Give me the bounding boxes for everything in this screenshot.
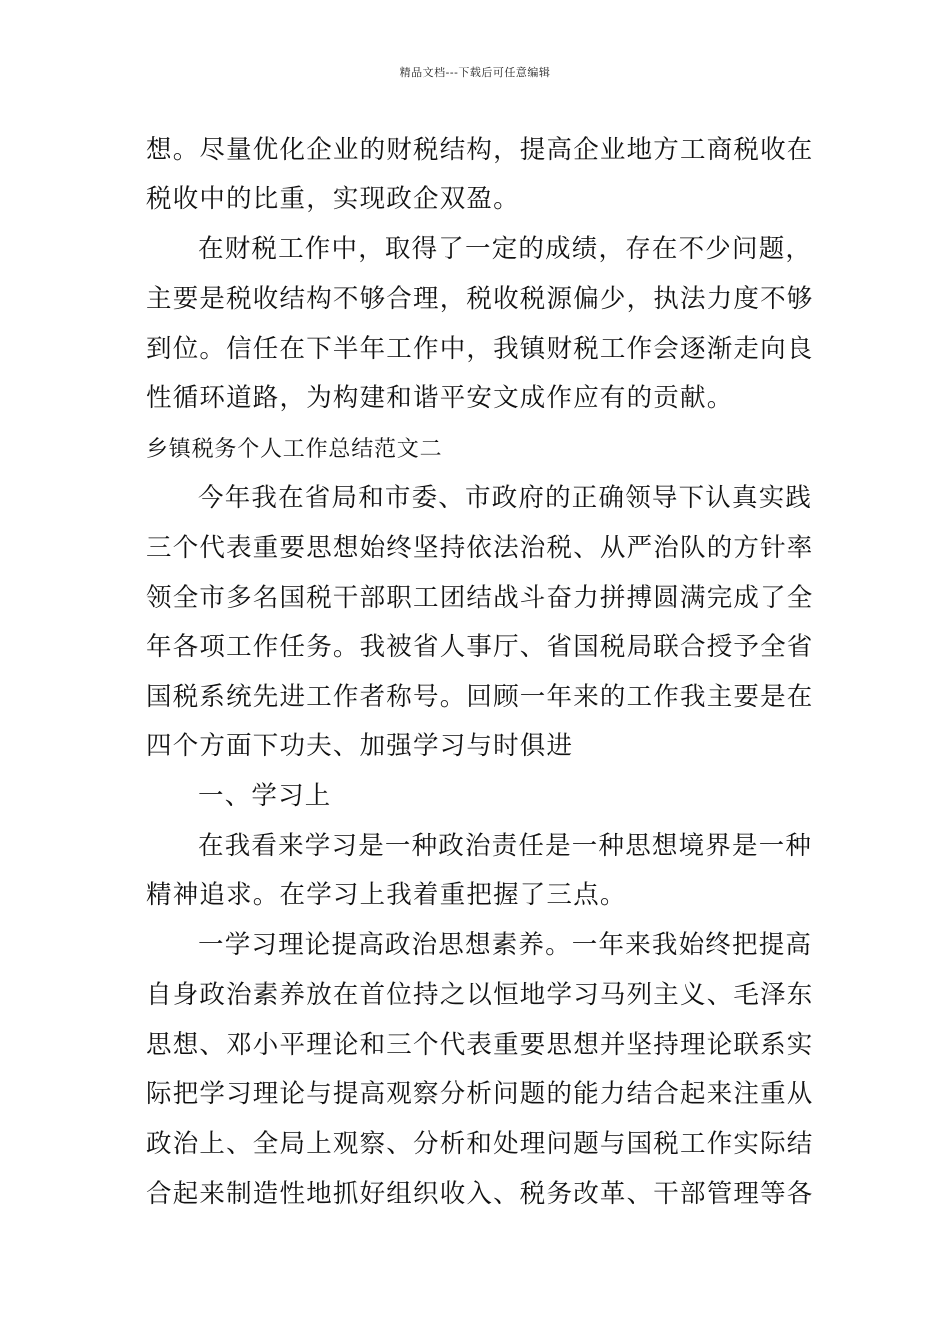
- paragraph-line: 到位。信任在下半年工作中，我镇财税工作会逐渐走向良: [146, 334, 814, 364]
- page-header: 精品文档---下载后可任意编辑: [399, 66, 551, 79]
- paragraph-line: 际把学习理论与提高观察分析问题的能力结合起来注重从: [146, 1079, 814, 1109]
- paragraph-line: 政治上、全局上观察、分析和处理问题与国税工作实际结: [146, 1129, 814, 1159]
- paragraph-line: 思想、邓小平理论和三个代表重要思想并坚持理论联系实: [146, 1030, 814, 1060]
- paragraph-line: 性循环道路，为构建和谐平安文成作应有的贡献。: [146, 383, 734, 413]
- paragraph-line: 精神追求。在学习上我着重把握了三点。: [146, 880, 627, 910]
- paragraph-line: 在我看来学习是一种政治责任是一种思想境界是一种: [198, 831, 813, 861]
- paragraph-line: 自身政治素养放在首位持之以恒地学习马列主义、毛泽东: [146, 980, 814, 1010]
- paragraph-line: 合起来制造性地抓好组织收入、税务改革、干部管理等各: [146, 1179, 814, 1209]
- paragraph-line: 主要是税收结构不够合理，税收税源偏少，执法力度不够: [146, 284, 814, 314]
- paragraph-line: 一学习理论提高政治思想素养。一年来我始终把提高: [198, 930, 813, 960]
- paragraph-line: 年各项工作任务。我被省人事厅、省国税局联合授予全省: [146, 632, 814, 662]
- subsection-heading: 一、学习上: [198, 781, 332, 811]
- paragraph-line: 四个方面下功夫、加强学习与时俱进: [146, 731, 574, 761]
- paragraph-line: 税收中的比重，实现政企双盈。: [146, 184, 520, 214]
- paragraph-line: 国税系统先进工作者称号。回顾一年来的工作我主要是在: [146, 682, 814, 712]
- paragraph-line: 在财税工作中，取得了一定的成绩，存在不少问题，: [198, 234, 813, 264]
- paragraph-line: 领全市多名国税干部职工团结战斗奋力拼搏圆满完成了全: [146, 583, 814, 613]
- paragraph-line: 今年我在省局和市委、市政府的正确领导下认真实践: [198, 483, 813, 513]
- paragraph-line: 三个代表重要思想始终坚持依法治税、从严治队的方针率: [146, 533, 814, 563]
- paragraph-line: 想。尽量优化企业的财税结构，提高企业地方工商税收在: [146, 135, 814, 165]
- section-heading: 乡镇税务个人工作总结范文二: [146, 437, 443, 462]
